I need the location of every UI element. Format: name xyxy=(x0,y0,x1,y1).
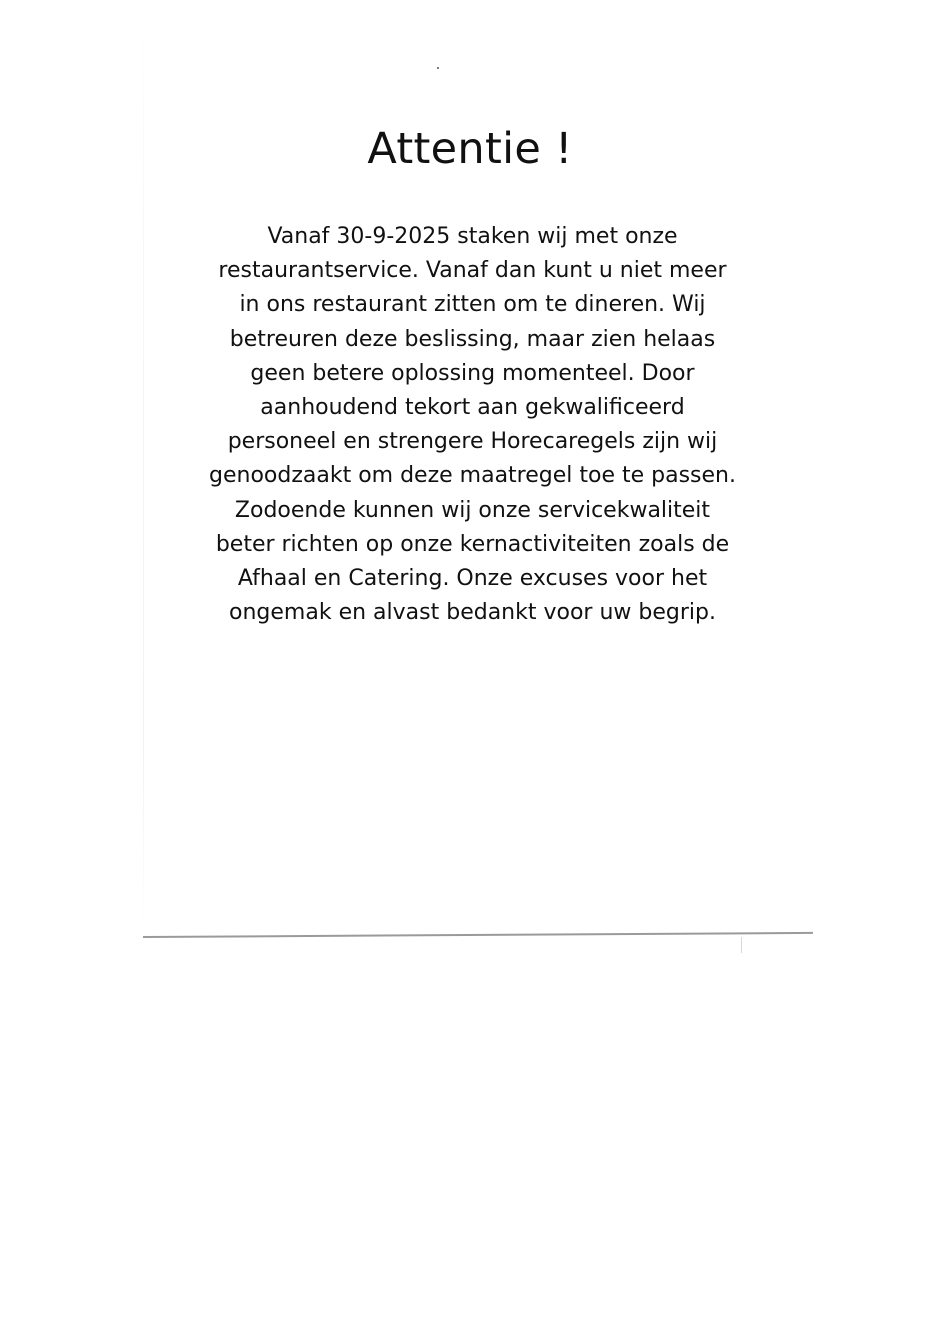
paper-tick-mark xyxy=(741,937,742,953)
notice-line: restaurantservice. Vanaf dan kunt u niet meer xyxy=(218,258,727,284)
notice-line: genoodzaakt om deze maatregel toe te passen. xyxy=(209,463,736,489)
notice-line: betreuren deze beslissing, maar zien helaas xyxy=(229,326,716,352)
notice-line: Afhaal en Catering. Onze excuses voor het xyxy=(237,566,708,592)
notice-line: beter richten op onze kernactiviteiten zoals de xyxy=(215,531,730,557)
notice-line: in ons restaurant zitten om te dineren. Wij xyxy=(239,292,706,318)
notice-line: aanhoudend tekort aan gekwalificeerd xyxy=(260,395,685,421)
notice-body xyxy=(200,220,745,630)
notice-line: Zodoende kunnen wij onze servicekwaliteit xyxy=(234,497,711,523)
notice-line: geen betere oplossing momenteel. Door xyxy=(250,360,695,386)
paper-bottom-edge xyxy=(143,932,813,938)
notice-line: Vanaf 30-9-2025 staken wij met onze xyxy=(267,224,678,249)
notice-line: ongemak en alvast bedankt voor uw begrip. xyxy=(229,600,716,626)
notice-title: Attentie ! xyxy=(367,124,573,174)
notice-line: personeel en strengere Horecaregels zijn wij xyxy=(227,429,718,455)
scan-speck xyxy=(437,67,439,69)
